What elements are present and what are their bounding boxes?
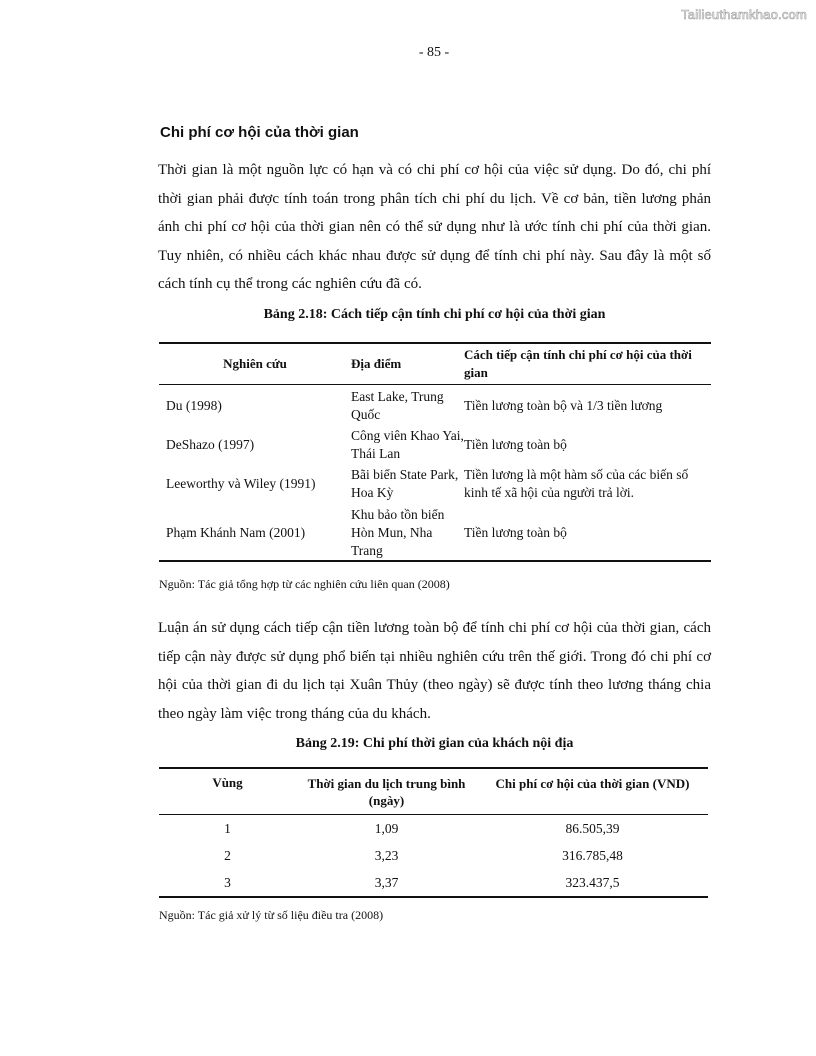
table-row [159, 869, 708, 896]
table-cell: 323.437,5 [565, 875, 620, 890]
table-cell: Phạm Khánh Nam (2001) [166, 524, 306, 540]
table2-header-duration: Thời gian du lịch trung bình (ngày) [307, 776, 466, 808]
table1-source: Nguồn: Tác giả tổng hợp từ các nghiên cứu liên quan (2008) [159, 577, 450, 591]
table-cell: Leeworthy và Wiley (1991) [166, 476, 316, 491]
table-cell: Tiền lương toàn bộ [464, 524, 567, 540]
table-cell: 3,37 [374, 875, 399, 890]
table-cell: Khu bảo tồn biển Hòn Mun, Nha Trang [351, 506, 445, 558]
table-cell: Du (1998) [166, 397, 222, 413]
table1-header-approach: Cách tiếp cận tính chi phí cơ hội của thời gian [464, 347, 692, 380]
table-row [159, 463, 711, 505]
table-row [159, 842, 708, 869]
table1-header-location: Địa điểm [351, 356, 402, 371]
table-cell: Tiền lương là một hàm số của các biến số kinh tế xã hội của người trả lời. [464, 467, 689, 500]
table-cell: 1,09 [374, 821, 399, 836]
table-cell: 316.785,48 [562, 848, 623, 863]
table2 [159, 767, 708, 898]
table1-header-study: Nghiên cứu [223, 356, 287, 371]
table1-caption: Bảng 2.18: Cách tiếp cận tính chi phí cơ hội của thời gian [263, 307, 606, 322]
table2-header-region: Vùng [212, 775, 243, 790]
table-row [159, 815, 708, 842]
table-cell: Tiền lương toàn bộ [464, 436, 567, 452]
table2-caption: Bảng 2.19: Chi phí thời gian của khách nội địa [295, 736, 574, 751]
table2-header-row [159, 769, 708, 815]
table-cell: 86.505,39 [565, 821, 620, 836]
table2-source: Nguồn: Tác giả xử lý từ số liệu điều tra (2008) [159, 908, 384, 922]
table-row [159, 385, 711, 426]
table-cell: 3 [224, 874, 231, 890]
table-cell: 1 [224, 820, 231, 836]
table-cell: Bãi biển State Park, Hoa Kỳ [351, 467, 459, 500]
table-row [159, 426, 711, 463]
table1-header-row [159, 344, 711, 385]
table1 [159, 342, 711, 562]
table-row [159, 505, 711, 560]
paragraph-method: Luận án sử dụng cách tiếp cận tiền lương toàn bộ để tính chi phí cơ hội của thời gian, cách tiếp cận này được sử dụng phổ biến tại nhiều nghiên cứu trên thế giới. Trong đó chi phí cơ hội của thời gian đi du lịch tại Xuân Thủy (theo ngày) sẽ được tính theo lương tháng chia theo ngày làm việc trong tháng của du khách. [158, 620, 711, 722]
table-cell: East Lake, Trung Quốc [351, 388, 444, 422]
table-cell: 3,23 [374, 848, 399, 863]
page-number: - 85 - [418, 45, 450, 60]
section-heading: Chi phí cơ hội của thời gian [160, 124, 359, 141]
table-cell: DeShazo (1997) [166, 436, 255, 452]
table-cell: Công viên Khao Yai, Thái Lan [351, 427, 464, 461]
paragraph-intro: Thời gian là một nguồn lực có hạn và có chi phí cơ hội của việc sử dụng. Do đó, chi phí thời gian phải được tính toán trong phân tích chi phí du lịch. Về cơ bản, tiền lương phản ánh chi phí cơ hội của thời gian nên có thể sử dụng như là ước tính chi phí của thời gian. Tuy nhiên, có nhiều cách khác nhau được sử dụng để tính chi phí này. Sau đây là một số cách tính cụ thể trong các nghiên cứu đã có. [158, 162, 711, 292]
table2-header-cost: Chi phí cơ hội của thời gian (VND) [495, 776, 690, 791]
watermark: Tailieuthamkhao.com [681, 7, 807, 22]
table-cell: Tiền lương toàn bộ và 1/3 tiền lương [464, 397, 663, 413]
table-cell: 2 [224, 847, 231, 863]
